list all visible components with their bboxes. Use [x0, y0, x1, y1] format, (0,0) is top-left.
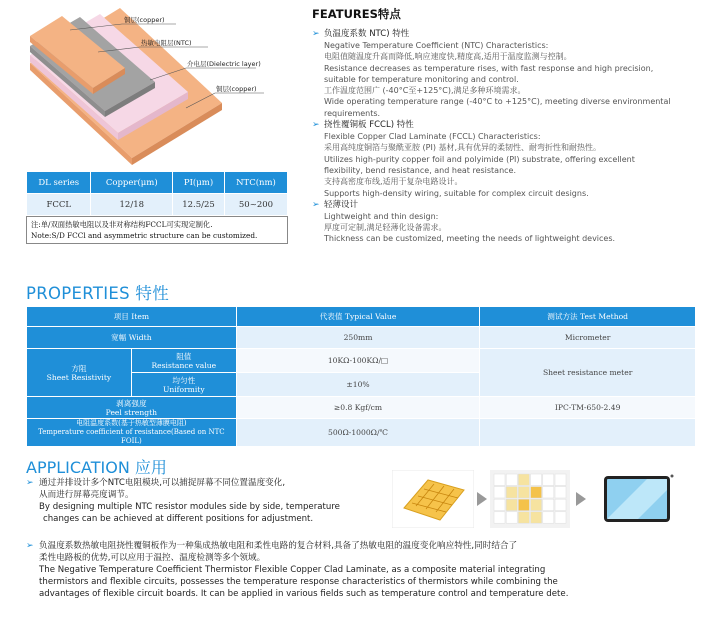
prop-row-resistance [27, 349, 696, 373]
sheet-resistivity-cn: 方阻 [71, 363, 87, 373]
spec-header-pi: PI(μm) [173, 172, 225, 194]
feature-line: 工作温度范围广 (-40°C至+125°C),满足多种环境需求。 [324, 86, 526, 96]
prop-method-peel: IPC-TM-650-2.49 [480, 397, 696, 419]
prop-row-tcr [27, 419, 696, 447]
feature-line: Flexible Copper Clad Laminate (FCCL) Characteristics: [324, 132, 541, 142]
feature-line: 采用高纯度铜箔与聚酰亚胺 (PI) 基材,具有优异的柔韧性、耐弯折性和耐热性。 [324, 143, 602, 153]
spec-cell-ntc: 50~200 [224, 194, 287, 216]
grid-cell [543, 499, 554, 510]
prop-method-sheet-resistance: Sheet resistance meter [480, 349, 696, 397]
arrow-right-icon [477, 492, 487, 506]
feature-line: Thickness can be customized, meeting the needs of lightweight devices. [324, 234, 616, 244]
resistance-cn: 阻值 [176, 351, 192, 361]
uniformity-cn: 均匀性 [172, 375, 196, 385]
feature-line: 支持高密度布线,适用于复杂电路设计。 [324, 177, 463, 187]
app2-line: thermistors and flexible circuits, possesses the temperature response characteristics of thermistors while combining the [39, 577, 558, 587]
grid-cell [518, 474, 529, 485]
feature-line: Resistance decreases as temperature rises, with fast response and high precision, [324, 63, 654, 73]
prop-value-width: 250mm [236, 327, 480, 349]
application-title: APPLICATION 应用 [26, 458, 167, 477]
label-ntc: 热敏电阻层(NTC) [141, 39, 192, 47]
prop-label-peel [27, 397, 237, 419]
prop-header-value: 代表值 Typical Value [236, 307, 480, 327]
grid-cell [555, 499, 566, 510]
feature-line: Wide operating temperature range (-40°C to +125°C), meeting diverse environmental [324, 97, 671, 107]
arrow-bullet-icon: ➢ [312, 120, 320, 131]
spec-cell-series: FCCL [27, 194, 91, 216]
arrow-bullet-icon: ➢ [312, 199, 320, 210]
grid-cell [506, 474, 517, 485]
feature-line: 厚度可定制,满足轻薄化设备需求。 [324, 223, 447, 233]
prop-value-resistance: 10KΩ-100KΩ/□ [236, 349, 480, 373]
grid-cell [494, 487, 505, 498]
prop-method-width: Micrometer [480, 327, 696, 349]
label-copper-top: 铜层(copper) [124, 16, 165, 24]
grid-cell [494, 512, 505, 523]
spec-table-row [27, 194, 288, 216]
prop-value-peel: ≥0.8 Kgf/cm [236, 397, 480, 419]
app1-line: By designing multiple NTC resistor modules side by side, temperature [39, 502, 340, 512]
spec-note [26, 216, 288, 244]
grid-cell [531, 499, 542, 510]
grid-cell [506, 512, 517, 523]
spec-header-copper: Copper(μm) [91, 172, 173, 194]
grid-cell [494, 499, 505, 510]
prop-header-method: 测试方法 Test Method [480, 307, 696, 327]
arrow-right-icon [576, 492, 586, 506]
app2-line: advantages of flexible circuit boards. It can be applied in various fields such as temperature control and temperature dete. [39, 589, 569, 599]
prop-label-uniformity [131, 373, 236, 397]
feature-line: Supports high-density wiring, suitable for complex circuit designs. [324, 188, 589, 198]
features-section [312, 6, 712, 245]
prop-row-width [27, 327, 696, 349]
grid-cell [494, 474, 505, 485]
spec-header-ntc: NTC(nm) [224, 172, 287, 194]
feature-heading-thin: ➢ 轻薄设计 [312, 199, 359, 210]
arrow-bullet-icon: ➢ [26, 541, 34, 551]
spec-note-cn: 注:单/双面热敏电阻以及非对称结构FCCL可实现定制化. [31, 220, 213, 229]
spec-table-header-row [27, 172, 288, 194]
layer-structure-diagram [0, 0, 300, 165]
sheet-resistivity-en: Sheet Resistivity [46, 372, 112, 382]
grid-cell [506, 487, 517, 498]
feature-heading-ntc: ➢ 负温度系数 NTC) 特性 [312, 29, 410, 39]
spec-note-en: Note:S/D FCCl and asymmetric structure can be customized. [31, 231, 258, 240]
grid-cell [506, 499, 517, 510]
feature-line: Utilizes high-purity copper foil and polyimide (PI) substrate, offering excellent [324, 154, 635, 164]
prop-label-resistance [131, 349, 236, 373]
grid-cell [555, 487, 566, 498]
resistance-en: Resistance value [151, 360, 217, 370]
prop-label-sheet-resistivity [27, 349, 132, 397]
grid-cell [543, 487, 554, 498]
label-copper-bottom: 铜层(copper) [216, 85, 257, 93]
feature-heading-fccl: ➢ 挠性覆铜板 FCCL) 特性 [312, 120, 414, 131]
prop-method-tcr [480, 419, 696, 447]
app1-line: 从而进行屏幕亮度调节。 [39, 490, 134, 500]
grid-cell [518, 487, 529, 498]
grid-cell [555, 512, 566, 523]
grid-cell [531, 512, 542, 523]
properties-title: PROPERTIES 特性 [26, 284, 170, 303]
label-dielectric: 介电层(Dielectric layer) [187, 60, 261, 68]
grid-cell [543, 474, 554, 485]
spec-header-series: DL series [27, 172, 91, 194]
feature-line: Negative Temperature Coefficient (NTC) Characteristics: [324, 41, 549, 50]
peel-cn: 剥离强度 [116, 398, 147, 408]
peel-en: Peel strength [105, 407, 158, 417]
grid-cell [543, 512, 554, 523]
tablet-image [592, 470, 682, 528]
feature-line: Lightweight and thin design: [324, 211, 439, 221]
grid-cell [518, 512, 529, 523]
arrow-bullet-icon: ➢ [26, 478, 34, 488]
feature-line: requirements. [324, 108, 381, 118]
feature-line: 电阻值随温度升高而降低,响应速度快,精度高,适用于温度监测与控制。 [324, 52, 572, 62]
spec-table [26, 171, 288, 216]
prop-value-uniformity: ±10% [236, 373, 480, 397]
tcr-en: Temperature coefficient of resistance(Based on NTC FOIL) [38, 428, 225, 445]
grid-cell [531, 487, 542, 498]
app1-line: changes can be achieved at different positions for adjustment. [43, 514, 314, 524]
features-title: FEATURES特点 [312, 7, 401, 21]
application-item-1 [26, 477, 340, 525]
grid-cell [518, 499, 529, 510]
ntc-grid-image [490, 470, 570, 528]
flexible-ntc-sheet-image [392, 470, 474, 528]
spec-cell-copper: 12/18 [91, 194, 173, 216]
app1-line: 通过并排设计多个NTC电阻模块,可以捕捉屏幕不同位置温度变化, [39, 478, 286, 488]
prop-value-tcr: 500Ω-1000Ω/℃ [236, 419, 480, 447]
prop-row-peel [27, 397, 696, 419]
spec-cell-pi: 12.5/25 [173, 194, 225, 216]
grid-cell [555, 474, 566, 485]
app2-line: 负温度系数热敏电阻挠性覆铜板作为一种集成热敏电阻和柔性电路的复合材料,具备了热敏电阻的温度变化响应特性,同时结合了 [39, 541, 518, 551]
feature-line: suitable for temperature monitoring and control. [324, 74, 519, 84]
grid-cell [531, 474, 542, 485]
tcr-cn: 电阻温度系数(基于热敏型薄膜电阻) [76, 419, 187, 427]
prop-header-item: 项目 Item [27, 307, 237, 327]
app2-line: The Negative Temperature Coefficient Thermistor Flexible Copper Clad Laminate, as a composite material integrating [39, 565, 546, 575]
application-item-2 [26, 540, 568, 600]
arrow-bullet-icon: ➢ [312, 29, 320, 39]
prop-header-row [27, 307, 696, 327]
app2-line: 柔性电路板的优势,可以应用于温控、温度检测等多个领域。 [39, 553, 266, 563]
uniformity-en: Uniformity [162, 384, 205, 394]
properties-table [26, 306, 696, 447]
prop-label-width: 宽幅 Width [27, 327, 237, 349]
prop-label-tcr [27, 419, 237, 447]
feature-line: flexibility, bend resistance, and heat resistance. [324, 165, 517, 175]
